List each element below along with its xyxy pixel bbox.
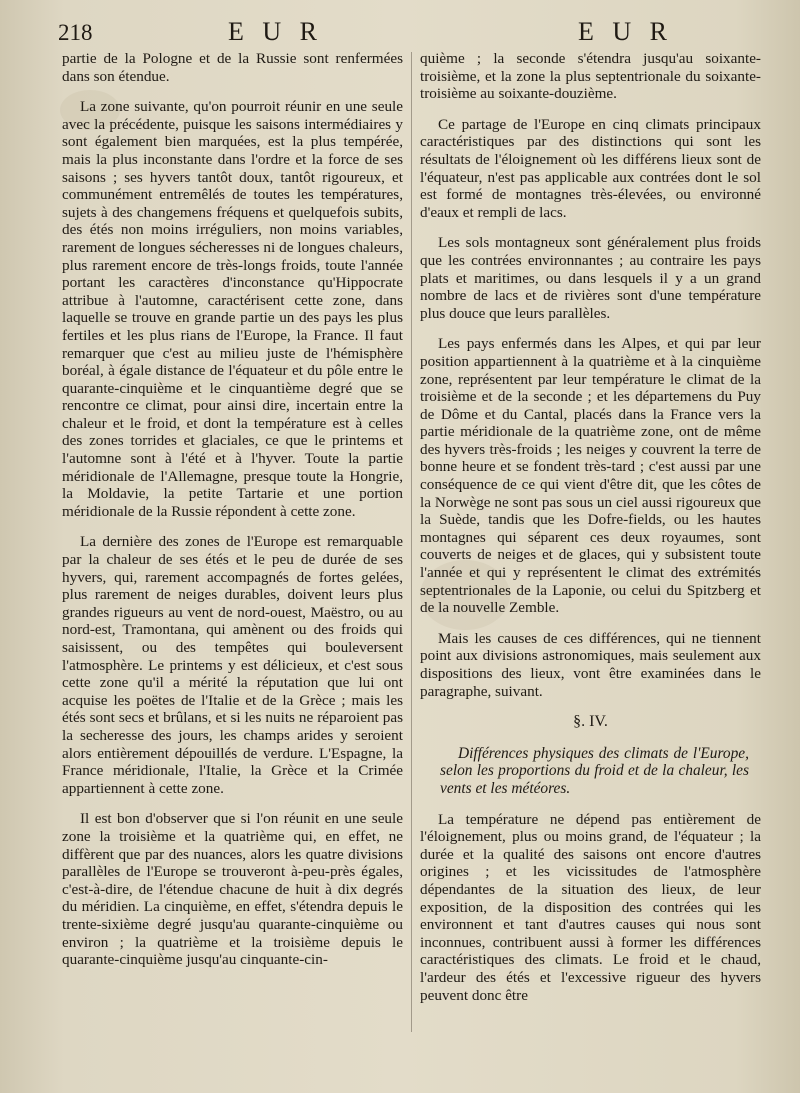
paragraph: Mais les causes de ces différences, qui ne tiennent point aux divisions astronomiques, mais seulement aux dispositions des lieux, vont être examinées dans le paragraphe, suivant. (420, 629, 761, 700)
running-head-left: E U R (228, 17, 323, 46)
paragraph: partie de la Pologne et de la Russie sont renfermées dans son étendue. (62, 50, 403, 85)
paragraph: Les pays enfermés dans les Alpes, et qui par leur position appartiennent à la quatrième et à la cinquième zone, représentent par leur température le climat de la troisième et de la seconde ; et les départemens du Puy de Dôme et du Cantal, placés dans la France vers la partie méridionale de la quatrième zone, ont de même des hyvers très-froids ; les neiges y couvrent la terre de bonne heure et se fondent très-tard ; c'est aussi par une conséquence de ce qui vient d'être dit, que les côtes de la Norwège ne sont pas sous un ciel aussi rigoureux que la Suède, tandis que les Dofre-fields, ou les hautes montagnes qui séparent ces deux royaumes, sont couverts de neiges et de glaces, qui y subsistent toute l'année et qui y représentent le climat des extrémités septentrionales de la Laponie, ou celui du Spitzberg et de la nouvelle Zemble. (420, 335, 761, 617)
paragraph: La température ne dépend pas entièrement de l'éloignement, plus ou moins grand, de l'équateur ; la durée et la qualité des saisons ont encore d'autres origines ; et les vicissitudes de l'atmosphère dépendantes de la situation des lieux, de leur exposition, de la disposition des contrées qui les environnent et tant d'autres causes qui nous sont inconnues, contribuent aussi à former les différences caractéristiques des climats. Le froid et le chaud, l'ardeur des étés et l'excessive rigueur des hyvers peuvent donc être (420, 810, 761, 1004)
left-column (62, 50, 403, 982)
running-head-right: E U R (578, 17, 673, 46)
page-number: 218 (58, 20, 93, 45)
paragraph: Ce partage de l'Europe en cinq climats principaux caractéristiques par des distinctions qui sont les résultats de l'éloignement où les différens lieux sont de l'équateur, n'est pas applicable aux contrées dont le sol est formé de montagnes très-élevées, ou environné d'eaux et rempli de lacs. (420, 115, 761, 221)
paragraph: quième ; la seconde s'étendra jusqu'au soixante-troisième, et la zone la plus septentrionale du soixante-troisième au soixante-douzième. (420, 50, 761, 103)
column-divider (411, 52, 412, 1032)
page-header (56, 14, 764, 48)
right-column (420, 50, 761, 1017)
paragraph: La dernière des zones de l'Europe est remarquable par la chaleur de ses étés et le peu de durée de ses hyvers, qui, rarement accompagnés de fortes gelées, plus rarement de neiges durables, doivent leurs plus grandes rigueurs au vent de nord-ouest, Maëstro, ou au nord-est, Tramontana, qui amènent ou des froids qui saisissent, ou des tempêtes qui bouleversent l'atmosphère. Le printems y est délicieux, et c'est sous cette zone qu'il a mérité la réputation que lui ont acquise les poëtes de l'Italie et de la Grèce ; mais les étés sont secs et brûlans, et si les nuits ne réparoient pas la secheresse des jours, les champs arides y seroient alors entièrement dépouillés de verdure. L'Espagne, la France méridionale, l'Italie, la Grèce et la Crimée appartiennent à cette zone. (62, 533, 403, 797)
paragraph: La zone suivante, qu'on pourroit réunir en une seule avec la précédente, puisque les saisons intermédiaires y sont également bien marquées, est la plus tempérée, mais la plus inconstante dans l'ordre et la force de ses saisons ; ses hyvers tantôt doux, tantôt rigoureux, et communément entremêlés de toutes les températures, sujets à des changemens fréquens et quelquefois subits, des étés non moins irréguliers, non moins variables, rarement de longues sécheresses ni de longues chaleurs, plus rarement encore de très-longs froids, toute l'année portant les caractères d'inconstance qu'Hippocrate attribue à l'automne, caractérisent cette zone, dans laquelle se trouve en grande partie un des pays les plus fertiles et les plus rians de l'Europe, la France. Il faut remarquer que c'est au milieu juste de l'hémisphère boréal, à égale distance de l'équateur et du pôle entre le quarante-cinquième et le cinquantième degré que se rencontre ce climat, pour ainsi dire, incertain entre la chaleur et le froid, et dont la température est à celles des zones torrides et glaciales, ce que le printems et l'automne sont à l'été et à l'hyver. Toute la partie méridionale de l'Allemagne, presque toute la Hongrie, la Moldavie, la petite Tartarie et une portion méridionale de la Russie répondent à cette zone. (62, 98, 403, 520)
paragraph: Il est bon d'observer que si l'on réunit en une seule zone la troisième et la quatrième qui, en effet, ne diffèrent que par des nuances, alors les quatre divisions parallèles de l'Europe se trouveront à-peu-près égales, c'est-à-dire, de l'étendue chacune de huit à dix degrés du méridien. La cinquième, en effet, s'étendra depuis le trente-sixième degré jusqu'au quarante-cinquième ou environ ; la quatrième et la troisième depuis le quarante-cinquième jusqu'au cinquante-cin- (62, 810, 403, 969)
subsection-title: Différences physiques des climats de l'Europe, selon les proportions du froid et de la chaleur, les vents et les météores. (440, 744, 749, 797)
section-heading: §. IV. (573, 713, 608, 731)
paragraph: Les sols montagneux sont généralement plus froids que les contrées environnantes ; au contraire les pays plats et maritimes, ou dans lesquels il y a un grand nombre de lacs et de rivières sont d'une température plus douce que leurs parallèles. (420, 234, 761, 322)
